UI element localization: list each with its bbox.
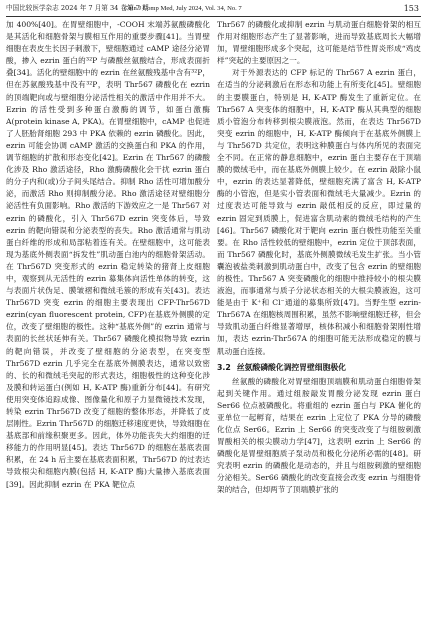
page-number: 153 <box>403 4 419 13</box>
journal-title-en: Chin J Comp Med, July 2024, Vol. 34, No. 7 <box>124 5 242 12</box>
section-number: 3.2 <box>217 362 231 372</box>
section-title: 丝氨酸磷酸化调控胃壁细胞极化 <box>236 362 346 372</box>
journal-title-cn: 中国比较医学杂志 2024 年 7 月第 34 卷第 7 期 <box>6 4 149 12</box>
body-paragraph: Thr567 的磷酸化或抑制 ezrin 与肌动蛋白细胞骨架的相互作用对细胞形态产生了显著影响，进而导致基底周长大幅增加，胃壁细胞形成多个突起，这可能是结节性胃炎形成“鸡皮样”突起的主要原因之一。 <box>217 20 421 66</box>
right-column <box>217 19 421 623</box>
section-heading <box>217 362 421 374</box>
running-header <box>6 2 421 17</box>
left-column <box>6 19 210 623</box>
body-paragraph: 加 400%[40]。在胃壁细胞中，-COOH 末端苏氨酸磷酸化是其活化和细胞骨架与膜相互作用的重要步骤[41]。当胃壁细胞在表皮生长因子刺激下，壁细胞通过 cAMP 途径分泌胃酸，掺入 ezrin 蛋白的³²P 与磷酸丝氨酸结合，形成表面折叠[34]。活化的壁细胞中的 ezrin 在丝氨酸残基中含有³²P，但在苏氨酸残基中没有³²P，表明 Thr567 磷酸化在 ezrin 的顶端靶向或与壁细胞分泌活性相关的激活中作用并不大。Ezrin 的活性受到多种蛋白激酶的调节，如蛋白激酶 A(protein kinase A, PKA)。在胃壁细胞中，cAMP 也促进了人胚胎肾细胞 293 中 PKA 依赖的 ezrin 磷酸化。因此，ezrin 可能会协调 cAMP 激活的交换蛋白和 PKA 的作用，调节细胞的扩散和形态变化[42]。Ezrin 在 Thr567 的磷酸化涉及 Rho 激活途径，Rho 激酶磷酸化会干扰 ezrin 蛋白的分子内和(或)分子间头尾结合。抑制 Rho 活性可增加酸分泌，而激活 Rho 则抑制酸分泌。Rho 激活途径对壁细胞分泌活性有负面影响。Rho 激活的下游效应之一是 Thr567 对 ezrin 的磷酸化，引入 Thr567D ezrin 突变体后，导致 ezrin 的靶向错误和分泌表型的丧失。Rho 激活通常与肌动蛋白纤维的形成和局部粘着连有关。在壁细胞中，这可能表现为基底外侧表面“拆发性”肌动蛋白池内的细胞骨架活动。在 Thr567D 突变形式的 ezrin 稳定转染的猪肾上皮细胞中，观察到从无活性的 ezrin 募集体向活性单体的转变，这与表面片状伪足、膜皱褶和微绒毛簇的形成有关[43]。表达 Thr567D 突变 ezrin 的细胞主要表现出 CFP-Thr567D ezrin(cyan fluorescent protein, CFP)在基底外侧膜的定位，改变了壁细胞的极性。这种“基底外侧”的 ezrin 通常与表面的长丝状延伸有关。Thr567 磷酸化模拟物导致 ezrin 的靶向错误，并改变了壁细胞的分泌表型，在突变型 Thr567D ezrin 几乎完全在基底外侧膜表达，通常以致密的、长的和微绒毛突起的形式表达，细胞极性的这种变化涉及膜和转运蛋白(例如 H, K-ATP 酶)重新分布[44]。有研究使用突变体追踪成像、图像量化和原子力显微镜技术发现，转染 ezrin Thr567D 改变了细胞的整体形态，并降低了皮层刚性。Ezrin Thr567D 的细胞迁移速度更快，导致细胞在基底部和前缘积聚更多。因此，体外功能丧失大约细胞的迁移能力的作用明显[45]。表达 Thr567D 的细胞在基底表面积累，在 24 h 后主要在基底表面积累，Thr567D 的过表达导致根尖和细胞内膜(包括 H, K-ATP 酶)大量掺入基底表面[39]。因此抑制 ezrin 在 PKA 靶位点 <box>6 20 210 489</box>
body-paragraph: 丝氨酸的磷酸化对胃壁细胞顶端膜和肌动蛋白细胞骨架起到关键作用。通过组胺敲发胃酸分泌发现 ezrin 蛋白 Ser66 位点被磷酸化。将重组的 ezrin 蛋白与 PKA 催化的亚单位一起孵育，结果在 ezrin 上定位了 PKA 分导的磷酸化位点 Ser66。Ezrin 上 Ser66 的突变改变了与组胺刺激胃酸相关的根尖膜动力学[47]，这表明 ezrin 上 Ser66 的磷酸化是胃壁细胞质子泵动员和极化分泌所必需的[48]。研究表明 ezrin 的磷酸化是动态的，并且与组胺刺激的壁细胞分泌相关。Ser66 磷酸化的改变直接会改变 ezrin 与细胞骨架的结合，但却两节了顶端膜扩张的 <box>217 376 421 495</box>
body-paragraph: 对于外源表达的 CFP 标记的 Thr567 A ezrin 蛋白，在适当的分泌刺激后在形态和功能上有所变化[45]。壁细胞的主要膜蛋白，特别是 H, K-ATP 酶发生了重新定位。在 Thr567 A 突变体的细胞中，H, K-ATP 酶从其典型的细胞质小管泡分布转移到根尖膜液泡。然而，在表达 Thr567D 突变 ezrin 的细胞中，H, K-ATP 酶倾向于在基底外侧膜上与 Thr567D 共定位，表明这种膜蛋白与体内所见的表面完全不同。在正常的静息细胞中，ezrin 蛋白主要存在于顶端膜的微绒毛中，而在基底外侧膜上较少。在 ezrin 敲除小鼠中，ezrin 的表达显著降低，壁细胞充满了富含 H, K-ATP 酶的小管泡，但是实小管表面和微绒毛大量减少。Ezrin 的过度表达可能导致与 ezrin 敲低相反的反应，即过量的 ezrin 固定到质膜上，促进富含肌动素的微绒毛结构的产生[46]。Thr567 磷酸化对于靶向 ezrin 蛋白极性功能至关重要。在 Rho 活性较低的壁细胞中，ezrin 定位于顶部表面，而 Thr567 磷酸化时，基底外侧膜微绒毛发生扩张。当小管囊泡被盐类刺激到肌动蛋白中，改变了包含 ezrin 的壁细胞的极性。Thr567 A 突变磷酸化的细胞中推持较小的根尖膜液泡，而事通常与质子分泌状态相关的大根尖膜液泡，这可能是由于 K⁺和 Cl⁻通道的募集所致[47]。当野生型 ezrin-Thr567A 在细胞核周围积累，虽然不影响壁细胞迁移，但会导致肌动蛋白纤维显著增厚，核体积减小和细胞骨架刚性增加，表达 ezrin-Thr567A 的细胞可能无法形成稳定的膜与肌动蛋白连接。 <box>217 68 421 356</box>
